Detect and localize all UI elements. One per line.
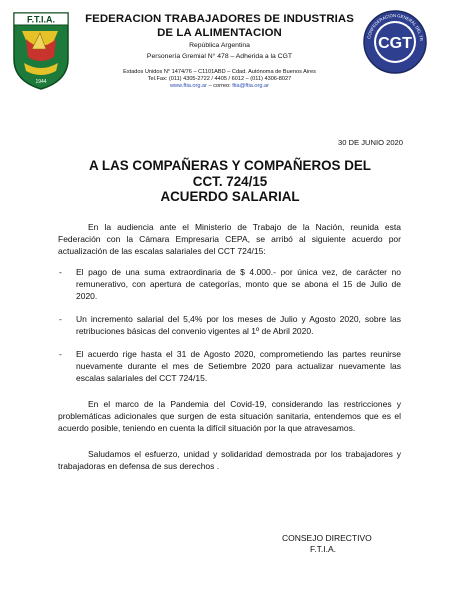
title-line1: A LAS COMPAÑERAS Y COMPAÑEROS DEL <box>89 158 371 173</box>
letterhead <box>82 12 357 91</box>
ftia-shield-logo-icon <box>12 9 70 91</box>
cgt-ring-textpath: CONFEDERACION GENERAL DEL TR <box>366 12 425 42</box>
cgt-text: CGT <box>378 35 412 52</box>
bullet-dash: - <box>59 314 62 324</box>
signature-block <box>282 533 372 555</box>
pandemic-paragraph: En el marco de la Pandemia del Covid-19, considerando las restricciones y problemáticas adicionales que surgen de esta situación sanitaria, entendemos que es el acuerdo posible, teniendo en cuenta la difícil situación por la que atravesamos. <box>58 399 401 433</box>
title-line3: ACUERDO SALARIAL <box>160 189 300 204</box>
list-item-text: Un incremento salarial del 5,4% por los meses de Julio y Agosto 2020, sobre las retribuciones básicas del convenio vigentes al 1º de Abril 2020. <box>76 314 401 336</box>
cgt-seal-logo-icon <box>362 9 428 75</box>
email-label: – correo: <box>207 83 233 90</box>
org-name-line1: FEDERACION TRABAJADORES DE INDUSTRIAS <box>85 13 354 25</box>
intro-paragraph: En la audiencia ante el Ministerio de Trabajo de la Nación, reunida esta Federación con la Cámara Empresaria CEPA, se arribó al siguiente acuerdo por actualización de las escalas salariales del CCT 724/15: <box>58 222 401 256</box>
logo-left-text: F.T.I.A. <box>26 14 56 25</box>
document-body <box>58 221 401 472</box>
personeria: Personería Gremial N° 478 – Adherida a la CGT <box>146 52 293 60</box>
logo-left-year: 1944 <box>35 79 47 85</box>
title-line2: CCT. 724/15 <box>192 173 268 189</box>
bullet-dash: - <box>59 267 62 277</box>
address: Estados Unidos N° 1474/76 – C1101ABD – Cdad. Autónoma de Buenos Aires <box>123 69 316 75</box>
contact-line <box>82 83 357 90</box>
ftia-logo <box>12 9 70 91</box>
list-item-text: El pago de una suma extraordinaria de $ 4.000.- por única vez, de carácter no remunerativo, con apertura de categorías, monto que se abona el 15 de Julio de 2020. <box>76 267 401 301</box>
document-date: 30 DE JUNIO 2020 <box>338 138 403 147</box>
cgt-logo <box>362 9 428 75</box>
list-item <box>58 313 401 337</box>
signature-line2: F.T.I.A. <box>310 544 336 554</box>
country: República Argentina <box>189 42 250 49</box>
closing-paragraph: Saludamos el esfuerzo, unidad y solidaridad demostrada por los trabajadores y trabajadoras en defensa de sus derechos . <box>58 449 401 471</box>
list-item <box>58 348 401 384</box>
list-item <box>58 266 401 302</box>
org-name-line2: DE LA ALIMENTACION <box>157 27 282 39</box>
signature-line1: CONSEJO DIRECTIVO <box>282 533 372 543</box>
email-link[interactable]: ftia@ftia.org.ar <box>232 83 269 90</box>
document-title <box>60 158 400 205</box>
website-link[interactable]: www.ftia.org.ar <box>170 83 208 90</box>
list-item-text: El acuerdo rige hasta el 31 de Agosto 2020, comprometiendo las partes reunirse nuevamente durante el mes de Setiembre 2020 para actualizar nuevamente las escalas salariales del CCT 724/15. <box>76 349 401 383</box>
agreement-list <box>58 266 401 384</box>
bullet-dash: - <box>59 349 62 359</box>
phone: Tel.Fax: (011) 4305-2722 / 4405 / 6012 – (011) 4306-8027 <box>147 76 292 83</box>
